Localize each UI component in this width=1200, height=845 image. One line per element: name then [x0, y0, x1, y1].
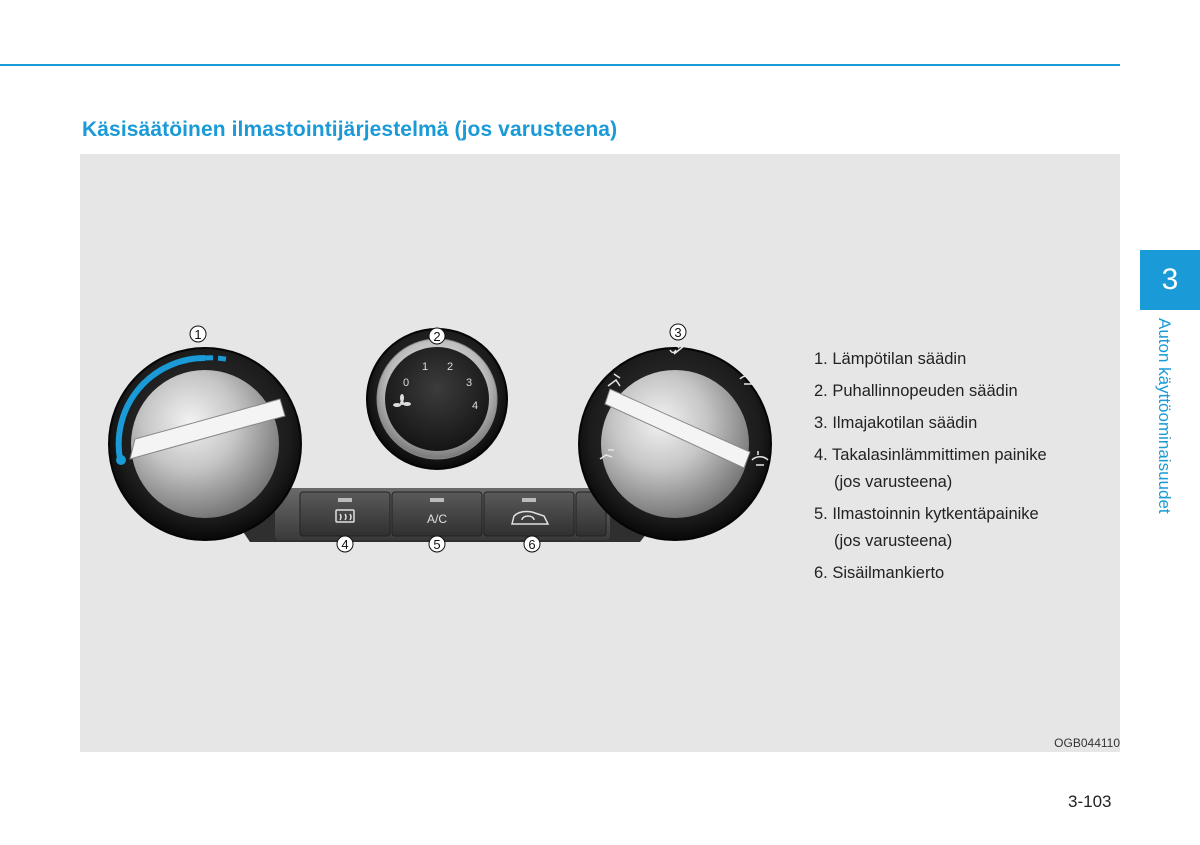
indicator-led: [430, 498, 444, 502]
recirculation-button[interactable]: [484, 492, 574, 536]
callout-6: 6: [528, 537, 536, 552]
rear-defrost-button[interactable]: [300, 492, 390, 536]
indicator-led: [338, 498, 352, 502]
chapter-number-tab: 3: [1140, 250, 1200, 310]
indicator-led: [522, 498, 536, 502]
legend-item: 3. Ilmajakotilan säädin: [814, 414, 978, 432]
fan-mark-1: 1: [421, 361, 429, 373]
legend-item: 5. Ilmastoinnin kytkentäpainike (jos varusteena): [814, 505, 1039, 550]
legend-item: 1. Lämpötilan säädin: [814, 350, 967, 368]
callout-3: 3: [674, 325, 682, 340]
climate-control-figure: [80, 154, 1120, 752]
legend-list: [814, 346, 1047, 592]
legend-item: 6. Sisäilmankierto: [814, 564, 945, 582]
legend-item: 2. Puhallinnopeuden säädin: [814, 382, 1018, 400]
fan-mark-3: 3: [465, 377, 473, 389]
callout-2: 2: [433, 329, 441, 344]
air-distribution-knob[interactable]: [579, 342, 771, 540]
fan-mark-0: 0: [402, 377, 410, 389]
legend-item: 4. Takalasinlämmittimen painike (jos varusteena): [814, 446, 1047, 491]
section-title: Käsisäätöinen ilmastointijärjestelmä (jos varusteena): [82, 118, 618, 141]
figure-code: OGB044110: [1054, 736, 1120, 750]
top-rule: [0, 64, 1120, 66]
ac-button-label: A/C: [426, 512, 448, 526]
temperature-knob[interactable]: [109, 348, 301, 540]
callout-5: 5: [433, 537, 441, 552]
fan-mark-2: 2: [446, 361, 454, 373]
chapter-title: Auton käyttöominaisuudet: [1155, 318, 1174, 514]
ac-button[interactable]: [392, 492, 482, 536]
fan-mark-4: 4: [471, 400, 479, 412]
page-number: 3-103: [1068, 792, 1112, 811]
callout-4: 4: [341, 537, 349, 552]
temperature-indicator-dot: [116, 455, 126, 465]
callout-1: 1: [194, 327, 202, 342]
fan-speed-knob[interactable]: [367, 329, 507, 469]
